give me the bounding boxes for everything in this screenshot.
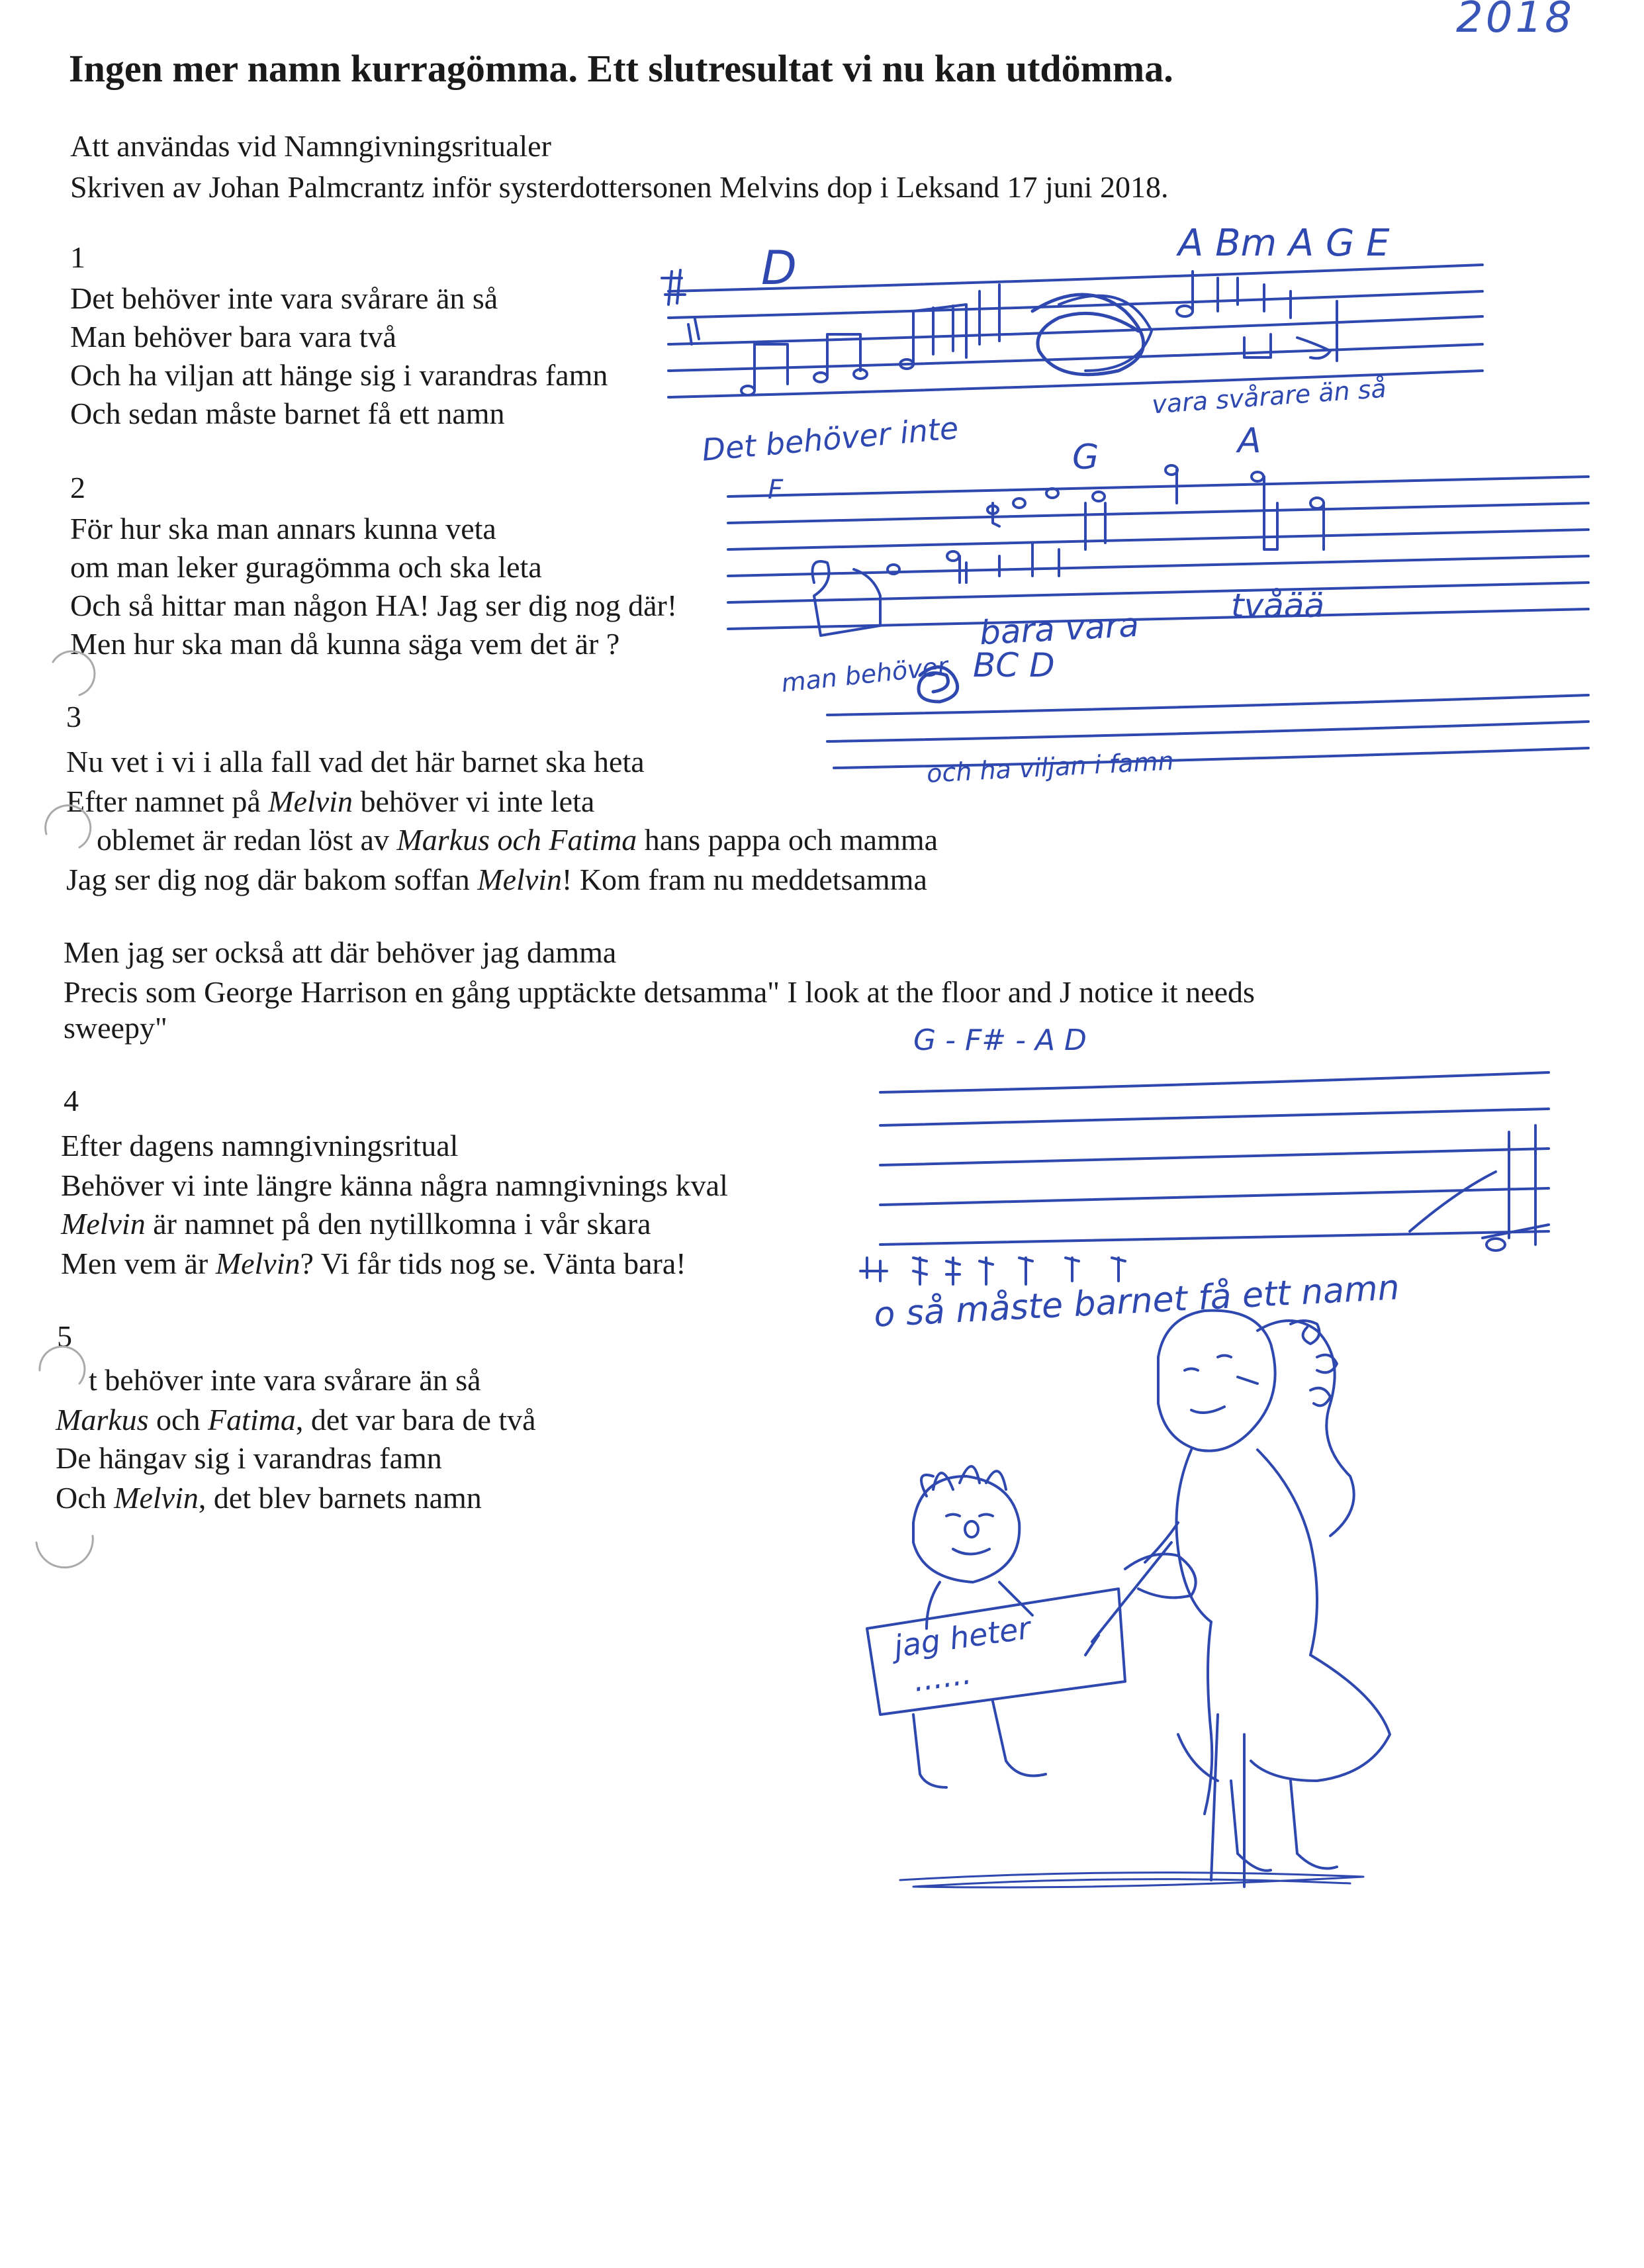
hw-chord-g: G (1072, 438, 1099, 477)
verse-2-line-3: Och så hittar man någon HA! Jag ser dig nog där! (70, 589, 678, 622)
hw-sign-line-1: jag heter (891, 1609, 1033, 1665)
hw-lyric-4: bara vara (978, 605, 1140, 653)
verse-1-line-3: Och ha viljan att hänge sig i varandras famn (70, 358, 608, 392)
verse-3-line-4: Jag ser dig nog där bakom soffan Melvin! Kom fram nu meddetsamma (66, 863, 927, 896)
hw-chord-d: D (761, 241, 797, 295)
verse-1-line-2: Man behöver bara vara två (70, 320, 396, 354)
staff-3 (827, 695, 1588, 768)
hw-chords-lower: G - F# - A D (913, 1023, 1087, 1057)
doodle-adult (1085, 1311, 1390, 1887)
hw-chord-a: A (1238, 421, 1261, 461)
verse-5-line-2: Markus och Fatima, det var bara de två (56, 1403, 536, 1437)
handwritten-year: 2018 (1456, 0, 1575, 42)
verse-1-line-1: Det behöver inte vara svårare än så (70, 281, 498, 315)
verse-1-number: 1 (70, 240, 85, 274)
verse-3-line-1: Nu vet i vi i alla fall vad det här barnet ska heta (66, 745, 645, 779)
page-title: Ingen mer namn kurragömma. Ett slutresultat vi nu kan utdömma. (69, 47, 1173, 90)
verse-5-line-3: De hängav sig i varandras famn (56, 1441, 442, 1475)
subtitle-line-2: Skriven av Johan Palmcrantz inför systerdottersonen Melvins dop i Leksand 17 juni 2018. (70, 170, 1169, 204)
hw-chords-bc-d: BC D (973, 646, 1055, 685)
hw-lyric-5: tvåää (1231, 587, 1325, 625)
hw-lyric-7: o så måste barnet få ett namn (872, 1268, 1400, 1335)
ground-scribble (900, 1873, 1363, 1887)
verse-3-number: 3 (66, 700, 81, 733)
verse-5-number: 5 (57, 1319, 72, 1353)
verse-4-number: 4 (64, 1084, 79, 1117)
staff-4 (880, 1072, 1549, 1251)
subtitle-line-1: Att användas vid Namngivningsritualer (70, 129, 551, 163)
hw-lyric-2: vara svårare än så (1150, 373, 1387, 420)
staff-2 (728, 477, 1588, 629)
verse-4-line-2: Behöver vi inte längre känna några namngivnings kval (61, 1168, 728, 1202)
verse-4-line-4: Men vem är Melvin? Vi får tids nog se. Vänta bara! (61, 1247, 686, 1280)
hw-chords-top: A Bm A G E (1178, 222, 1390, 265)
interlude-line-2: Precis som George Harrison en gång upptäckte detsamma" I look at the floor and J notice it needs (64, 975, 1255, 1009)
verse-3-line-2: Efter namnet på Melvin behöver vi inte leta (66, 784, 595, 818)
verse-1-line-4: Och sedan måste barnet få ett namn (70, 397, 505, 430)
verse-2-line-1: För hur ska man annars kunna veta (70, 512, 496, 545)
verse-3-line-3: oblemet är redan löst av Markus och Fatima hans pappa och mamma (97, 823, 938, 857)
hw-chord-f: F (768, 475, 784, 505)
hw-sign-line-2: ...... (911, 1655, 974, 1699)
verse-4-line-3: Melvin är namnet på den nytillkomna i vår skara (61, 1207, 651, 1241)
staff-1-notes (741, 271, 1337, 395)
verse-2-line-2: om man leker guragömma och ska leta (70, 550, 542, 584)
verse-2-number: 2 (70, 471, 85, 504)
hw-lyric-3: man behöver (780, 651, 950, 698)
verse-4-line-1: Efter dagens namngivningsritual (61, 1129, 459, 1162)
interlude-line-3: sweepy" (64, 1011, 167, 1045)
interlude-line-1: Men jag ser också att där behöver jag damma (64, 935, 617, 969)
verse-5-line-4: Och Melvin, det blev barnets namn (56, 1481, 482, 1515)
verse-2-line-4: Men hur ska man då kunna säga vem det är ? (70, 627, 620, 661)
staff-4-notes (860, 1258, 1125, 1284)
hw-lyric-1: Det behöver inte (700, 410, 960, 468)
verse-5-line-1: t behöver inte vara svårare än så (89, 1363, 481, 1397)
hw-lyric-6: och ha viljan i famn (926, 746, 1175, 788)
